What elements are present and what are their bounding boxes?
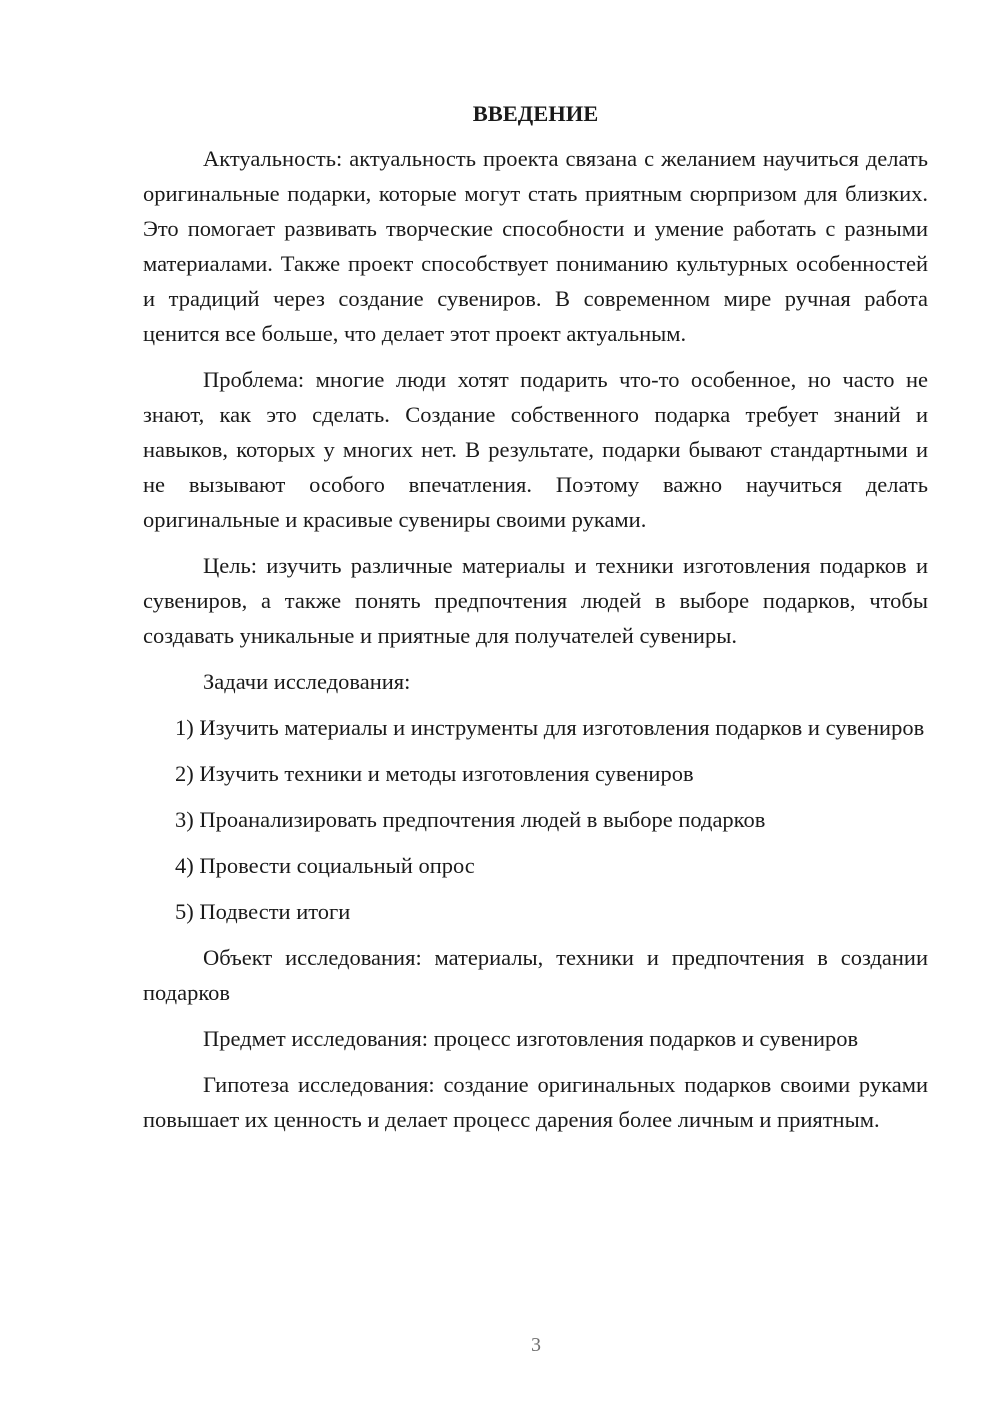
subject-paragraph: Предмет исследования: процесс изготовления подарков и сувениров [203, 1026, 859, 1051]
relevance-paragraph: Актуальность: актуальность проекта связана с желанием научиться делать оригинальные подарки, которые могут стать приятным сюрпризом для близких. Это помогает развивать творческие способности и умение работать с разными материалами. Также проект способствует пониманию культурных особенностей и традиций через создание сувениров. В современном мире ручная работа ценится все больше, что делает этот проект актуальным. [143, 146, 928, 346]
task-item-4: 4) Провести социальный опрос [175, 853, 475, 878]
hypothesis-paragraph: Гипотеза исследования: создание оригинальных подарков своими руками повышает их ценность и делает процесс дарения более личным и приятным. [143, 1072, 928, 1132]
page-content [143, 96, 928, 1148]
goal-paragraph: Цель: изучить различные материалы и техники изготовления подарков и сувениров, а также понять предпочтения людей в выборе подарков, чтобы создавать уникальные и приятные для получателей сувениры. [143, 553, 928, 648]
problem-paragraph: Проблема: многие люди хотят подарить что-то особенное, но часто не знают, как это сделать. Создание собственного подарка требует знаний и навыков, которых у многих нет. В результате, подарки бывают стандартными и не вызывают особого впечатления. Поэтому важно научиться делать оригинальные и красивые сувениры своими руками. [143, 367, 928, 532]
task-item-5: 5) Подвести итоги [175, 899, 351, 924]
task-item-3: 3) Проанализировать предпочтения людей в выборе подарков [175, 807, 766, 832]
page-number: 3 [531, 1334, 541, 1356]
task-item-2: 2) Изучить техники и методы изготовления сувениров [175, 761, 694, 786]
tasks-heading: Задачи исследования: [203, 669, 411, 694]
object-paragraph: Объект исследования: материалы, техники и предпочтения в создании подарков [143, 945, 928, 1005]
page-title: ВВЕДЕНИЕ [472, 101, 599, 126]
task-item-1: 1) Изучить материалы и инструменты для изготовления подарков и сувениров [175, 715, 925, 740]
